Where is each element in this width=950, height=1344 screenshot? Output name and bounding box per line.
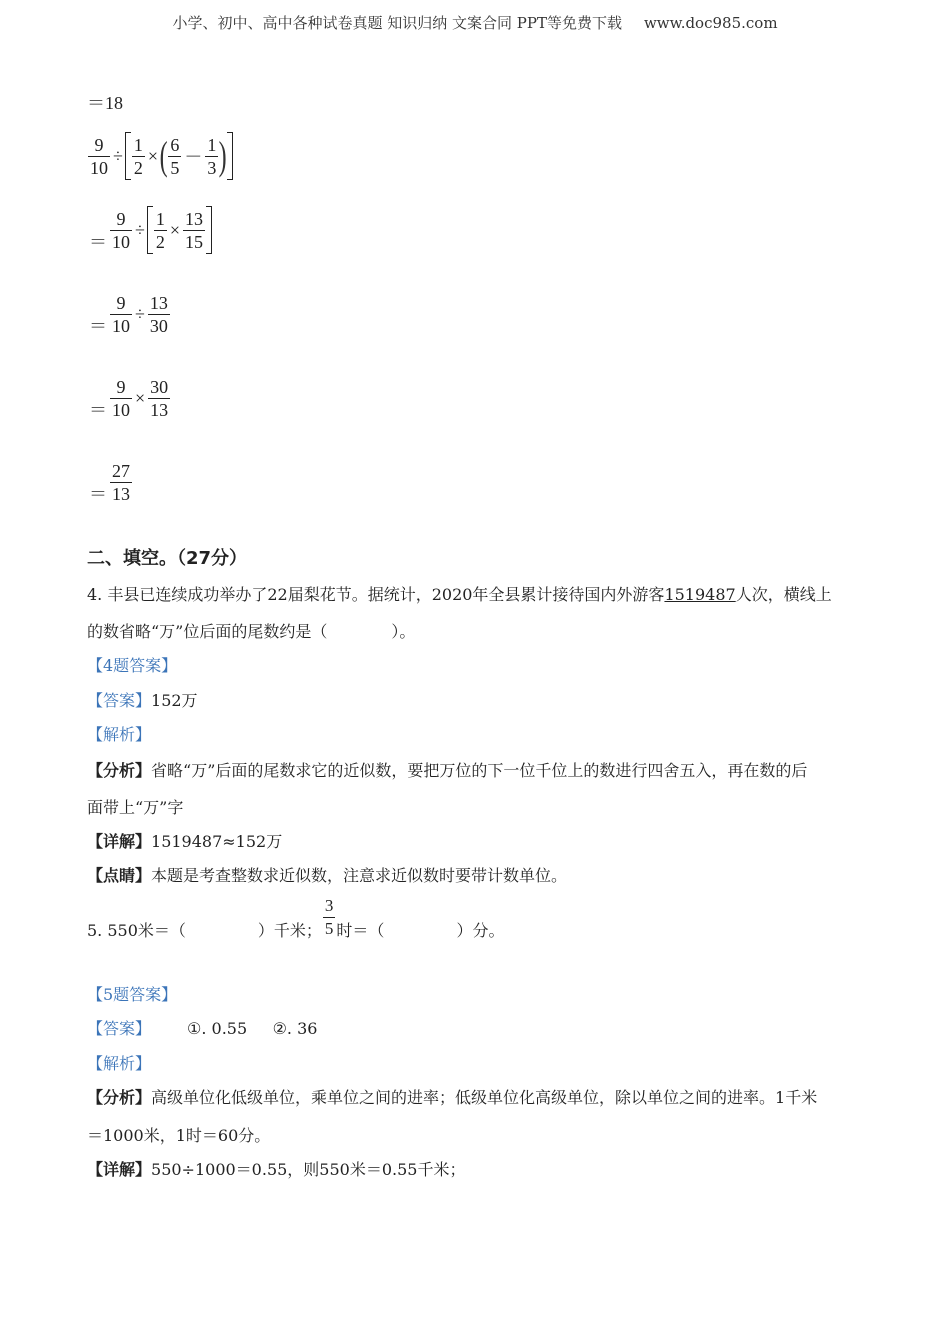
q4-fenxi-line2: 面带上“万”字: [87, 798, 184, 817]
fraction: $\frac{9}{10}$: [112, 208, 130, 252]
q5-text: ）分。: [456, 921, 505, 940]
dianjing-label: 【点睛】: [87, 866, 152, 885]
calc-prev-result: ＝18: [87, 93, 123, 113]
detail-text: 1519487≈152万: [151, 832, 283, 851]
equals-sign: ＝: [89, 316, 107, 336]
answer-label: 【答案】: [87, 1019, 152, 1038]
answer-value: 152万: [151, 691, 198, 710]
q4-question-line2: [87, 619, 415, 642]
times-sign: ×: [135, 387, 146, 408]
divide-sign: ÷: [135, 303, 145, 324]
fraction: $\frac{6}{5}$: [170, 134, 180, 178]
q5-answer: [87, 1016, 317, 1039]
fraction: $\frac{9}{10}$: [90, 134, 108, 178]
calc-step-5: [87, 458, 133, 506]
fraction: $\frac{30}{13}$: [150, 376, 169, 420]
right-bracket: [206, 206, 212, 254]
left-paren: (: [159, 133, 168, 178]
fraction: $\frac{13}{30}$: [149, 292, 168, 336]
left-bracket: [147, 206, 153, 254]
q5-answer-heading: 【5题答案】: [87, 985, 178, 1004]
q4-fenxi-line1: [87, 758, 807, 781]
page-header: [0, 12, 950, 33]
equals-sign: ＝: [89, 484, 107, 504]
calc-step-1: [87, 132, 233, 180]
fraction: $\frac{27}{13}$: [112, 460, 130, 504]
q4-text: 4. 丰县已连续成功举办了22届梨花节。据统计，2020年全县累计接待国内外游客: [87, 585, 665, 604]
calc-step-4: [87, 374, 171, 422]
calc-step-2: [87, 206, 212, 254]
q4-text: 人次，横线上: [735, 585, 832, 604]
fenxi-text: 省略“万”后面的尾数求它的近似数，要把万位的下一位千位上的数进行四舍五入，再在数的后: [151, 761, 808, 780]
times-sign: ×: [169, 219, 181, 240]
q5-question: [87, 894, 504, 941]
times-sign: ×: [147, 145, 159, 166]
q4-text: 的数省略“万”位后面的尾数约是（: [87, 622, 328, 641]
q4-answer: [87, 688, 198, 711]
fenxi-text: 高级单位化低级单位，乘单位之间的进率；低级单位化高级单位，除以单位之间的进率。1千米: [151, 1088, 818, 1107]
detail-label: 【详解】: [87, 1160, 152, 1179]
q4-question-line1: [87, 582, 832, 605]
detail-text: 550÷1000＝0.55，则550米＝0.55千米；: [151, 1160, 466, 1179]
fraction: $\frac{9}{10}$: [112, 292, 130, 336]
fenxi-label: 【分析】: [87, 1088, 152, 1107]
dianjing-text: 本题是考查整数求近似数，注意求近似数时要带计数单位。: [151, 866, 568, 885]
fraction: $\frac{13}{15}$: [185, 208, 204, 252]
q5-text: 5. 550米＝（: [87, 921, 186, 940]
detail-label: 【详解】: [87, 832, 152, 851]
q5-fenxi-line1: [87, 1085, 817, 1108]
fraction: $\frac{1}{2}$: [133, 134, 143, 178]
q5-fenxi-line2: ＝1000米，1时＝60分。: [87, 1126, 271, 1145]
q4-analysis-heading: 【解析】: [87, 725, 152, 744]
q4-text: ）。: [391, 622, 416, 641]
minus-sign: －: [184, 147, 203, 167]
q5-text: ）千米；: [257, 921, 322, 940]
fenxi-label: 【分析】: [87, 761, 152, 780]
fraction: $\frac{1}{3}$: [207, 134, 217, 178]
answer-label: 【答案】: [87, 691, 152, 710]
q4-detail: [87, 829, 282, 852]
right-bracket: [227, 132, 233, 180]
calc-step-3: [87, 290, 171, 338]
q4-answer-heading: 【4题答案】: [87, 656, 178, 675]
header-text: 小学、初中、高中各种试卷真题 知识归纳 文案合同 PPT等免费下载: [172, 14, 622, 32]
q4-dianjing: [87, 863, 567, 886]
header-site: www.doc985.com: [643, 14, 778, 32]
fraction: $\frac{1}{2}$: [155, 208, 165, 252]
answer-value: ①. 0.55 ②. 36: [187, 1019, 318, 1038]
equals-sign: ＝: [89, 400, 107, 420]
equals-sign: ＝: [89, 232, 107, 252]
right-paren: ): [219, 133, 228, 178]
q5-detail: [87, 1157, 465, 1180]
fraction: $\frac{3}{5}$: [324, 896, 334, 938]
section-title: 二、填空。（27分）: [87, 548, 248, 569]
divide-sign: ÷: [113, 145, 123, 166]
fraction: $\frac{9}{10}$: [112, 376, 130, 420]
q4-underlined-number: 1519487: [664, 585, 736, 604]
divide-sign: ÷: [135, 219, 145, 240]
q5-analysis-heading: 【解析】: [87, 1054, 152, 1073]
q5-text: 时＝（: [336, 921, 385, 940]
left-bracket: [125, 132, 131, 180]
